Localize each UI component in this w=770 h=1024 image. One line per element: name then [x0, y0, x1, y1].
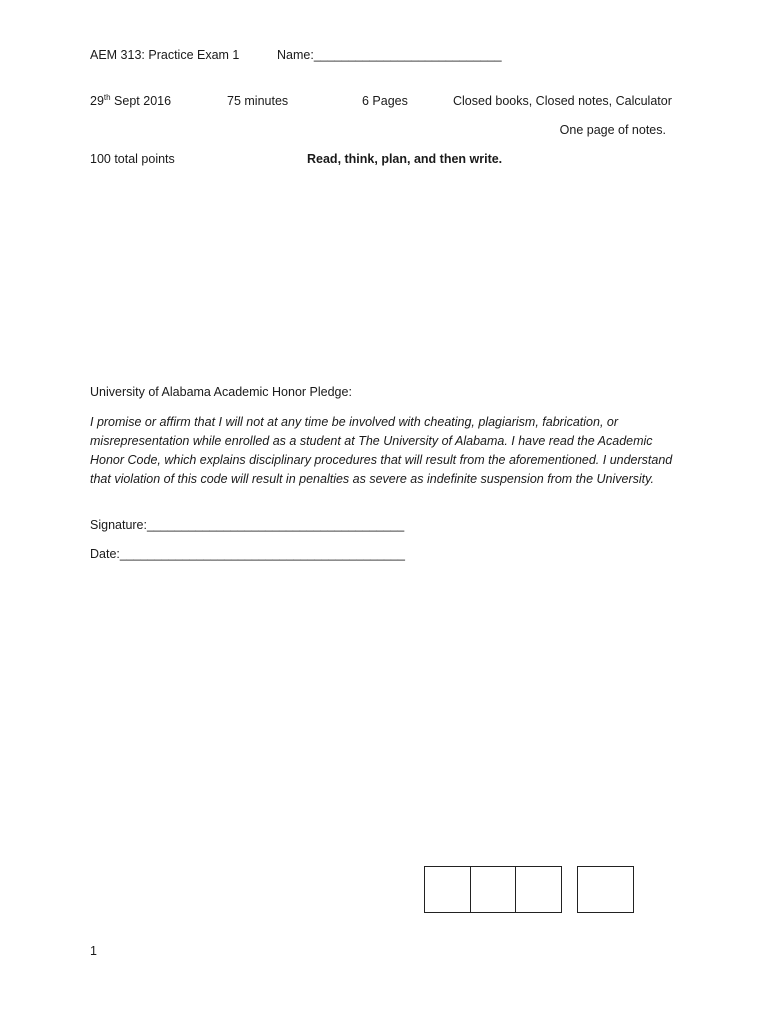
score-box-2 — [470, 866, 516, 913]
exam-date-suffix: th — [103, 92, 111, 102]
pledge-heading: University of Alabama Academic Honor Pledge: — [90, 385, 352, 399]
name-field[interactable]: Name:___________________________ — [277, 48, 502, 62]
score-box-total — [577, 866, 634, 913]
exam-notes-allowance: One page of notes. — [559, 123, 666, 137]
score-box-1 — [424, 866, 471, 913]
total-points: 100 total points — [90, 152, 175, 166]
exam-date-day: 29 — [90, 94, 104, 108]
page-number: 1 — [90, 944, 97, 958]
instruction-text: Read, think, plan, and then write. — [307, 152, 503, 166]
exam-date — [90, 94, 171, 108]
exam-duration: 75 minutes — [227, 94, 289, 108]
exam-title: AEM 313: Practice Exam 1 — [90, 48, 240, 62]
signature-field[interactable]: Signature:_____________________________________ — [90, 518, 405, 532]
score-box-3 — [515, 866, 562, 913]
pledge-text: I promise or affirm that I will not at any time be involved with cheating, plagiarism, fabrication, or misrepresentation while enrolled as a student at The University of Alabama. I have read the Academic Honor Code, which explains disciplinary procedures that will result from the aforementioned. I understand that violation of this code will result in penalties as severe as indefinite suspension from the University. — [90, 415, 673, 486]
exam-date-rest: Sept 2016 — [110, 94, 172, 108]
exam-rules: Closed books, Closed notes, Calculator — [453, 94, 672, 108]
date-field[interactable]: Date:_________________________________________ — [90, 547, 405, 561]
exam-pages: 6 Pages — [362, 94, 408, 108]
